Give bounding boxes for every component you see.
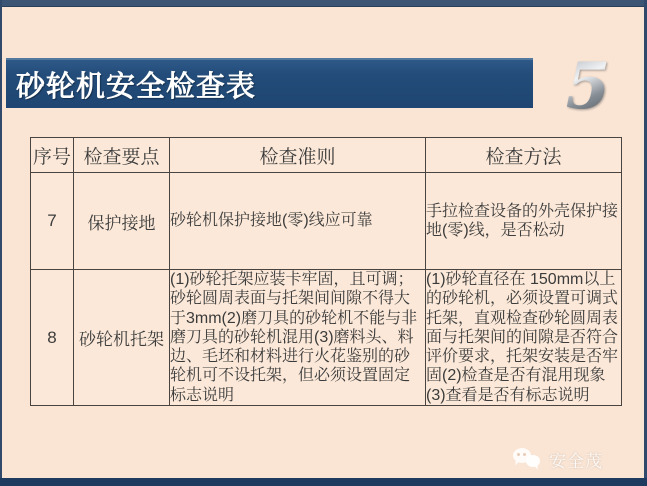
row8-point: 砂轮机托架: [74, 270, 170, 406]
wechat-icon: [513, 448, 543, 471]
row7-method: 手拉检查设备的外壳保护接地(零)线，是否松动: [426, 173, 622, 270]
row7-no: 7: [31, 173, 74, 270]
row8-criteria: (1)砂轮托架应装卡牢固，且可调；砂轮圆周表面与托架间间隙不得大于3mm(2)磨刀具的砂轮机不能与非磨刀具的砂轮机混用(3)磨料头、料边、毛坯和材料进行火花鉴别的砂轮机可不设托架，但必须设置固定标志说明: [170, 270, 426, 406]
safety-check-table: [30, 137, 622, 406]
page-number: 5: [560, 48, 616, 124]
left-border-strip: [0, 0, 2, 486]
header-point: 检查要点: [74, 138, 170, 173]
table-row: [31, 270, 622, 406]
row8-no: 8: [31, 270, 74, 406]
row7-point: 保护接地: [74, 173, 170, 270]
page-title: 砂轮机安全检查表: [16, 70, 257, 103]
table-row: [31, 173, 622, 270]
row7-criteria: 砂轮机保护接地(零)线应可靠: [170, 173, 426, 270]
header-criteria: 检查准则: [170, 138, 426, 173]
watermark: [513, 447, 603, 471]
top-border-strip: [0, 0, 647, 7]
row8-method: (1)砂轮直径在 150mm以上的砂轮机，必须设置可调式托架，直观检查砂轮圆周表面与托架间的间隙是否符合评价要求，托架安装是否牢固(2)检查是否有混用现象(3)查看是否有标志说明: [426, 270, 622, 406]
bottom-border-strip: [0, 478, 647, 486]
watermark-label: 安全茂: [549, 451, 603, 471]
table-header-row: [31, 138, 622, 173]
header-method: 检查方法: [426, 138, 622, 173]
title-banner: [6, 58, 533, 108]
header-no: 序号: [31, 138, 74, 173]
